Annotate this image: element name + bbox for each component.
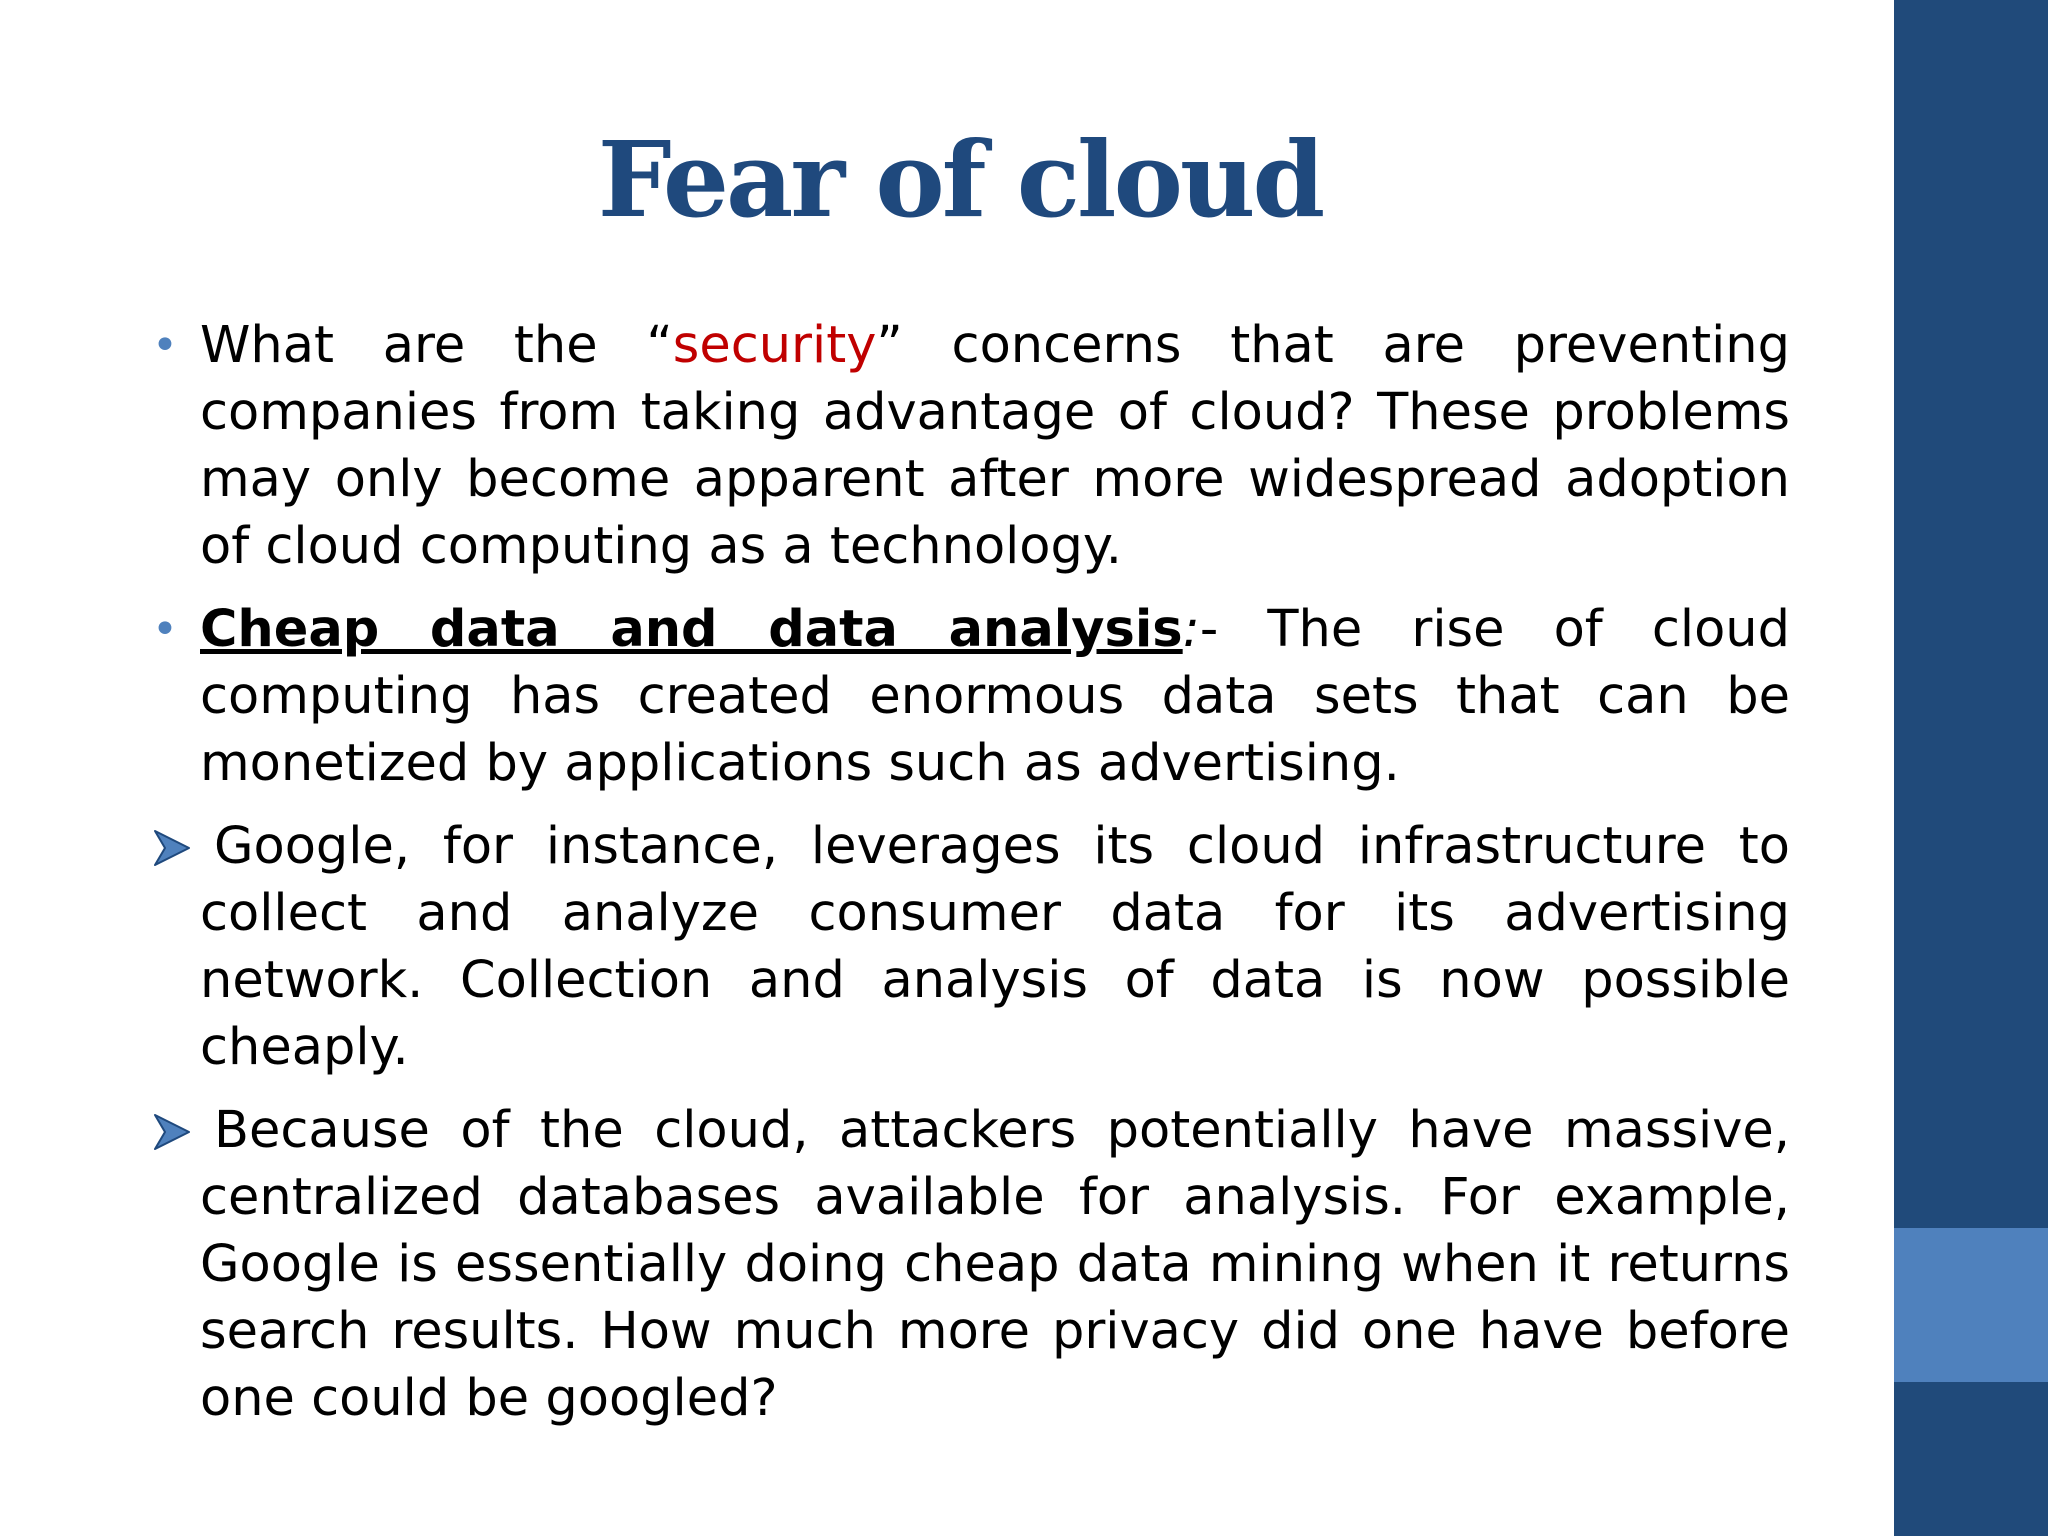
bullet-text: - The rise of cloud computing has created enormous data sets that can be monetized by applications such as advertising. — [200, 600, 1790, 793]
bullet-item-security — [150, 312, 1790, 580]
side-band-accent — [1894, 1228, 2048, 1382]
heading-separator: : — [1182, 600, 1200, 659]
bullet-text: What are the “ — [200, 316, 673, 375]
bullet-list — [150, 312, 1790, 1448]
security-highlight: security — [672, 316, 877, 375]
arrow-bullet-icon — [152, 1112, 192, 1152]
bullet-item-attackers — [150, 1097, 1790, 1432]
bullet-heading: Cheap data and data analysis — [200, 600, 1183, 659]
arrow-bullet-icon — [152, 828, 192, 868]
bullet-text: Google, for instance, leverages its cloud infrastructure to collect and analyze consumer data for its advertising network. Collection and analysis of data is now possible cheaply. — [200, 817, 1790, 1077]
bullet-text: ” concerns that are preventing companies from taking advantage of cloud? These problems may only become apparent after more widespread adoption of cloud computing as a technology. — [200, 316, 1791, 576]
dot-bullet-icon: • — [152, 320, 178, 371]
bullet-item-cheap-data — [150, 596, 1790, 797]
bullet-item-google — [150, 813, 1790, 1081]
bullet-text: Because of the cloud, attackers potentially have massive, centralized databases available for analysis. For example, Google is essentially doing cheap data mining when it returns search results. How much more privacy did one have before one could be googled? — [200, 1101, 1790, 1428]
dot-bullet-icon: • — [152, 604, 178, 655]
slide-title: Fear of cloud — [597, 118, 1323, 241]
